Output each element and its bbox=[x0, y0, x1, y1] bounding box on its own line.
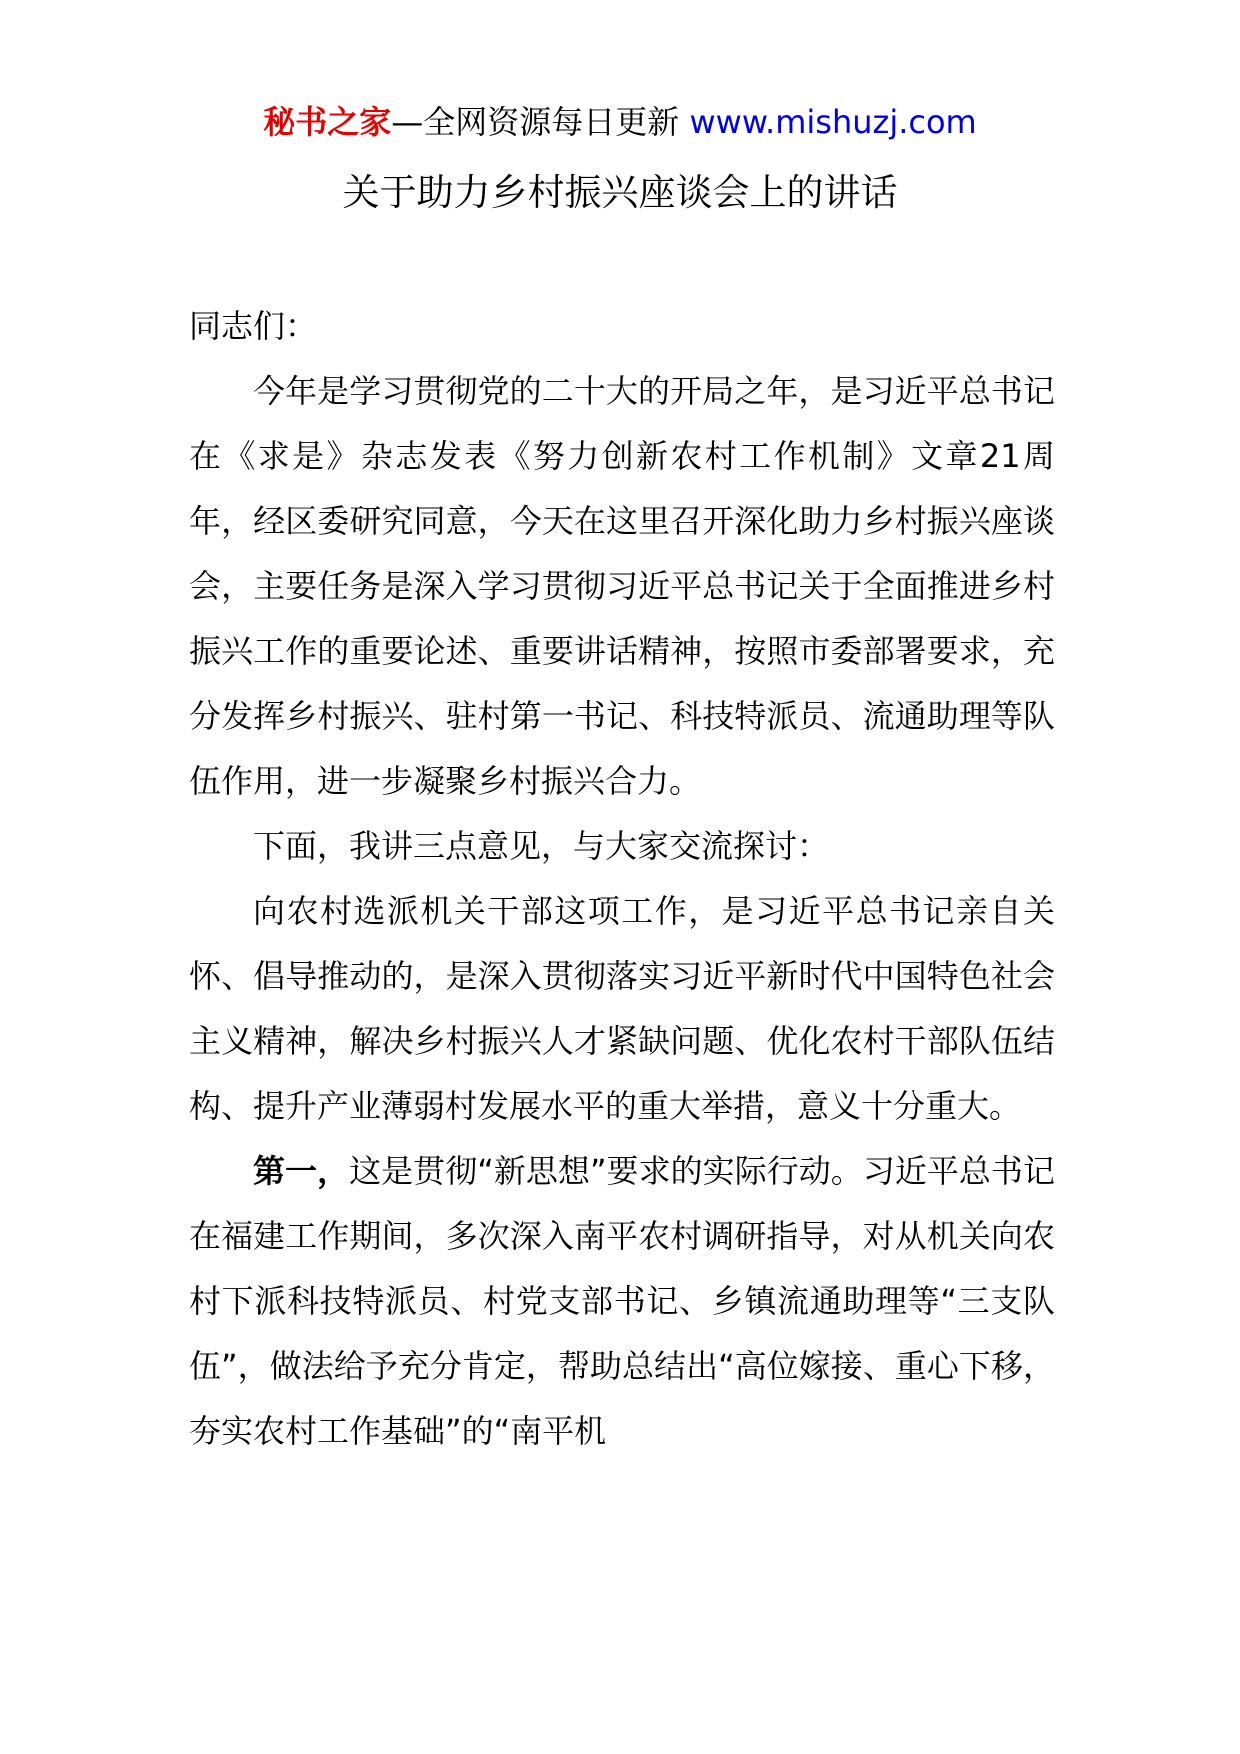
paragraph: 今年是学习贯彻党的二十大的开局之年，是习近平总书记在《求是》杂志发表《努力创新农村工作机制》文章21周年，经区委研究同意，今天在这里召开深化助力乡村振兴座谈会，主要任务是深入学习贯彻习近平总书记关于全面推进乡村振兴工作的重要论述、重要讲话精神，按照市委部署要求，充分发挥乡村振兴、驻村第一书记、科技特派员、流通助理等队伍作用，进一步凝聚乡村振兴合力。 bbox=[189, 372, 1055, 800]
paragraph: 下面，我讲三点意见，与大家交流探讨： bbox=[253, 827, 830, 865]
website-link[interactable]: www.mishuzj.com bbox=[689, 103, 977, 141]
document-title: 关于助力乡村振兴座谈会上的讲话 bbox=[342, 171, 898, 214]
header-tagline: —全网资源每日更新 bbox=[391, 103, 690, 141]
point-one-lead: 第一， bbox=[253, 1152, 350, 1190]
document-body bbox=[189, 294, 1055, 1464]
salutation: 同志们： bbox=[189, 307, 318, 345]
paragraph-point-one bbox=[189, 1139, 1055, 1464]
paragraph: 向农村选派机关干部这项工作，是习近平总书记亲自关怀、倡导推动的，是深入贯彻落实习近平新时代中国特色社会主义精神，解决乡村振兴人才紧缺问题、优化农村干部队伍结构、提升产业薄弱村发展水平的重大举措，意义十分重大。 bbox=[189, 892, 1055, 1125]
page-header bbox=[0, 100, 1240, 144]
brand-name: 秘书之家 bbox=[263, 103, 392, 141]
point-one-text: 这是贯彻“新思想”要求的实际行动。习近平总书记在福建工作期间，多次深入南平农村调研指导，对从机关向农村下派科技特派员、村党支部书记、乡镇流通助理等“三支队伍”，做法给予充分肯定，帮助总结出“高位嫁接、重心下移，夯实农村工作基础”的“南平机 bbox=[189, 1152, 1055, 1450]
